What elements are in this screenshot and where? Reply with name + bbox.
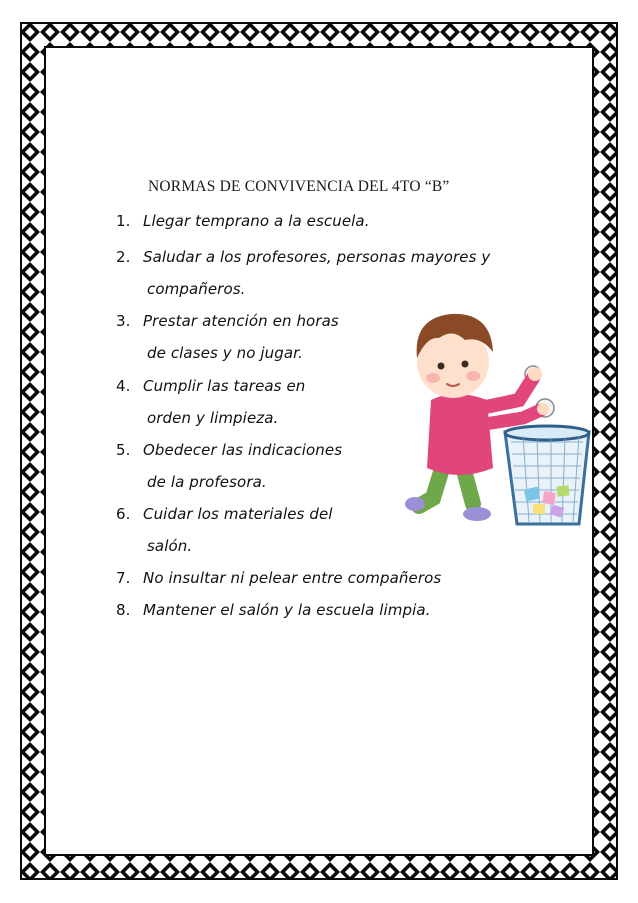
rule-4 [116,377,305,395]
rule-number: 4. [116,377,131,395]
rule-number: 6. [116,505,131,523]
rule-8 [116,601,431,619]
rule-text: Mantener el salón y la escuela limpia. [143,601,431,619]
child-wastebasket-illustration [393,292,591,528]
rule-1 [116,212,370,230]
rule-text: Cumplir las tareas en [143,377,306,395]
rule-text: No insultar ni pelear entre compañeros [143,569,442,587]
rule-number: 1. [116,212,131,230]
rule-3 [116,312,339,330]
rule-number: 5. [116,441,131,459]
rule-text: Saludar a los profesores, personas mayores y [143,248,491,266]
rule-number: 2. [116,248,131,266]
rule-3-continuation: de clases y no jugar. [147,344,303,362]
rule-number: 3. [116,312,131,330]
rule-number: 7. [116,569,131,587]
rule-5-continuation: de la profesora. [147,473,267,491]
rule-text: Llegar temprano a la escuela. [143,212,370,230]
rule-2 [116,248,490,266]
rule-6-continuation: salón. [147,537,193,555]
page-title: NORMAS DE CONVIVENCIA DEL 4TO “B” [148,178,450,195]
rule-6 [116,505,333,523]
wastebasket-icon [505,426,589,524]
rule-text: Cuidar los materiales del [143,505,333,523]
rule-text: Obedecer las indicaciones [143,441,343,459]
rule-5 [116,441,342,459]
rule-number: 8. [116,601,131,619]
rule-text: Prestar atención en horas [143,312,339,330]
rule-2-continuation: compañeros. [147,280,246,298]
rule-7 [116,569,441,587]
rule-4-continuation: orden y limpieza. [147,409,279,427]
